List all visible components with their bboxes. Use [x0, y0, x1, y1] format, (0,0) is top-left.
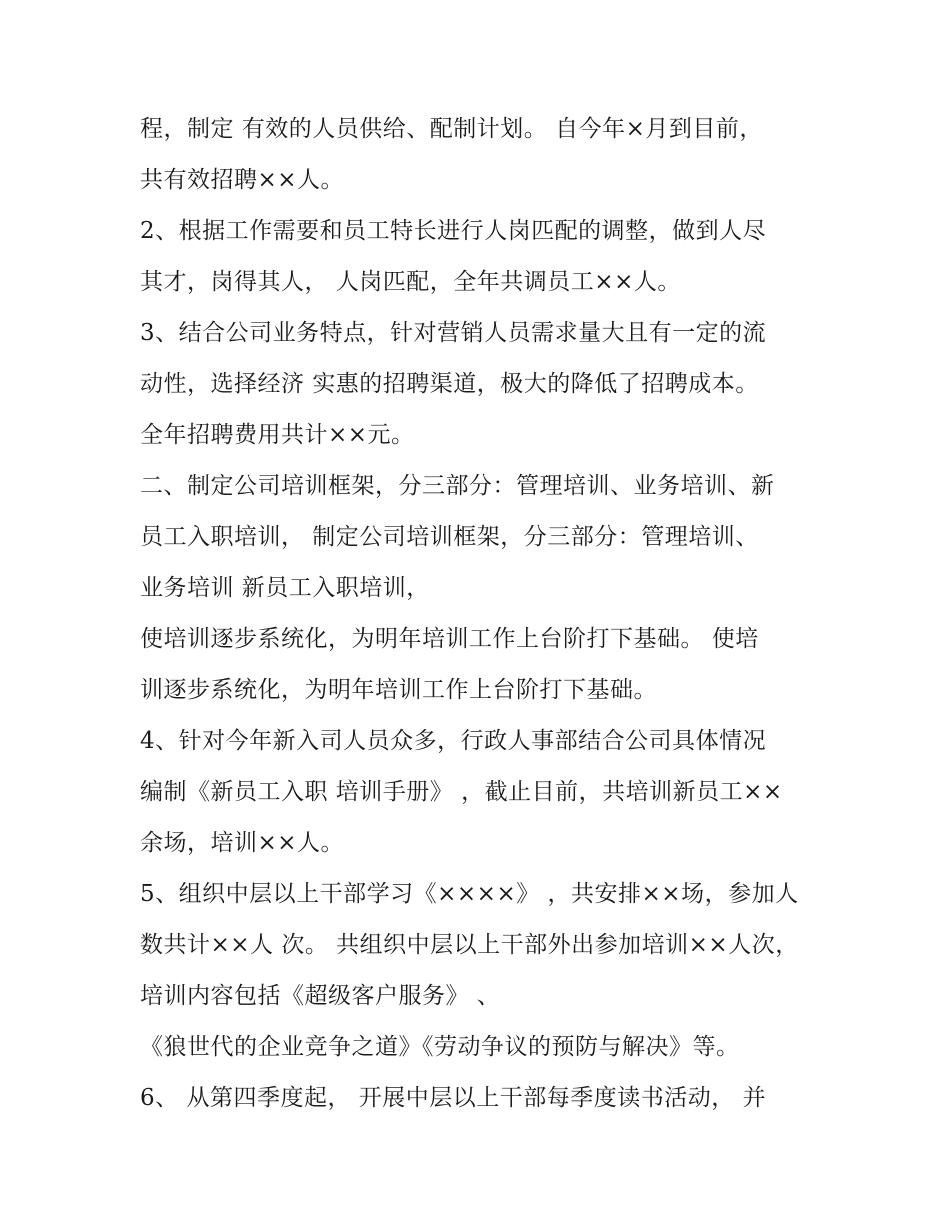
text-line: 培训内容包括《超级客户服务》 、 [140, 983, 501, 1009]
text-line: 3、结合公司业务特点，针对营销人员需求量大且有一定的流 [140, 320, 767, 346]
text-line: 4、针对今年新入司人员众多，行政人事部结合公司具体情况 [140, 728, 767, 754]
document-body [140, 104, 830, 1124]
text-line: 全年招聘费用共计××元。 [140, 422, 415, 448]
text-line: 程，制定 有效的人员供给、配制计划。 自今年×月到目前， [140, 116, 763, 142]
text-line: 5、组织中层以上干部学习《××××》 ，共安排××场，参加人 [140, 881, 799, 907]
text-line: 6、 从第四季度起， 开展中层以上干部每季度读书活动， 并 [140, 1085, 767, 1111]
text-line: 数共计××人 次。 共组织中层以上干部外出参加培训××人次， [140, 932, 799, 958]
text-line: 编制《新员工入职 培训手册》 ，截止目前，共培训新员工×× [140, 779, 783, 805]
text-line: 其才，岗得其人， 人岗匹配，全年共调员工××人。 [140, 269, 681, 295]
text-line: 二、制定公司培训框架，分三部分：管理培训、业务培训、新 [140, 473, 775, 499]
text-line: 《狼世代的企业竞争之道》《劳动争议的预防与解决》等。 [140, 1034, 740, 1060]
text-line: 动性，选择经济 实惠的招聘渠道，极大的降低了招聘成本。 [140, 371, 759, 397]
text-line: 员工入职培训， 制定公司培训框架，分三部分：管理培训、 [140, 524, 759, 550]
text-line: 共有效招聘××人。 [140, 167, 345, 193]
text-line: 业务培训 新员工入职培训， [140, 575, 430, 601]
text-line: 训逐步系统化，为明年培训工作上台阶打下基础。 [140, 677, 657, 703]
text-line: 余场，培训××人。 [140, 830, 345, 856]
text-line: 使培训逐步系统化，为明年培训工作上台阶打下基础。 使培 [140, 626, 759, 652]
text-line: 2、根据工作需要和员工特长进行人岗匹配的调整，做到人尽 [140, 218, 767, 244]
